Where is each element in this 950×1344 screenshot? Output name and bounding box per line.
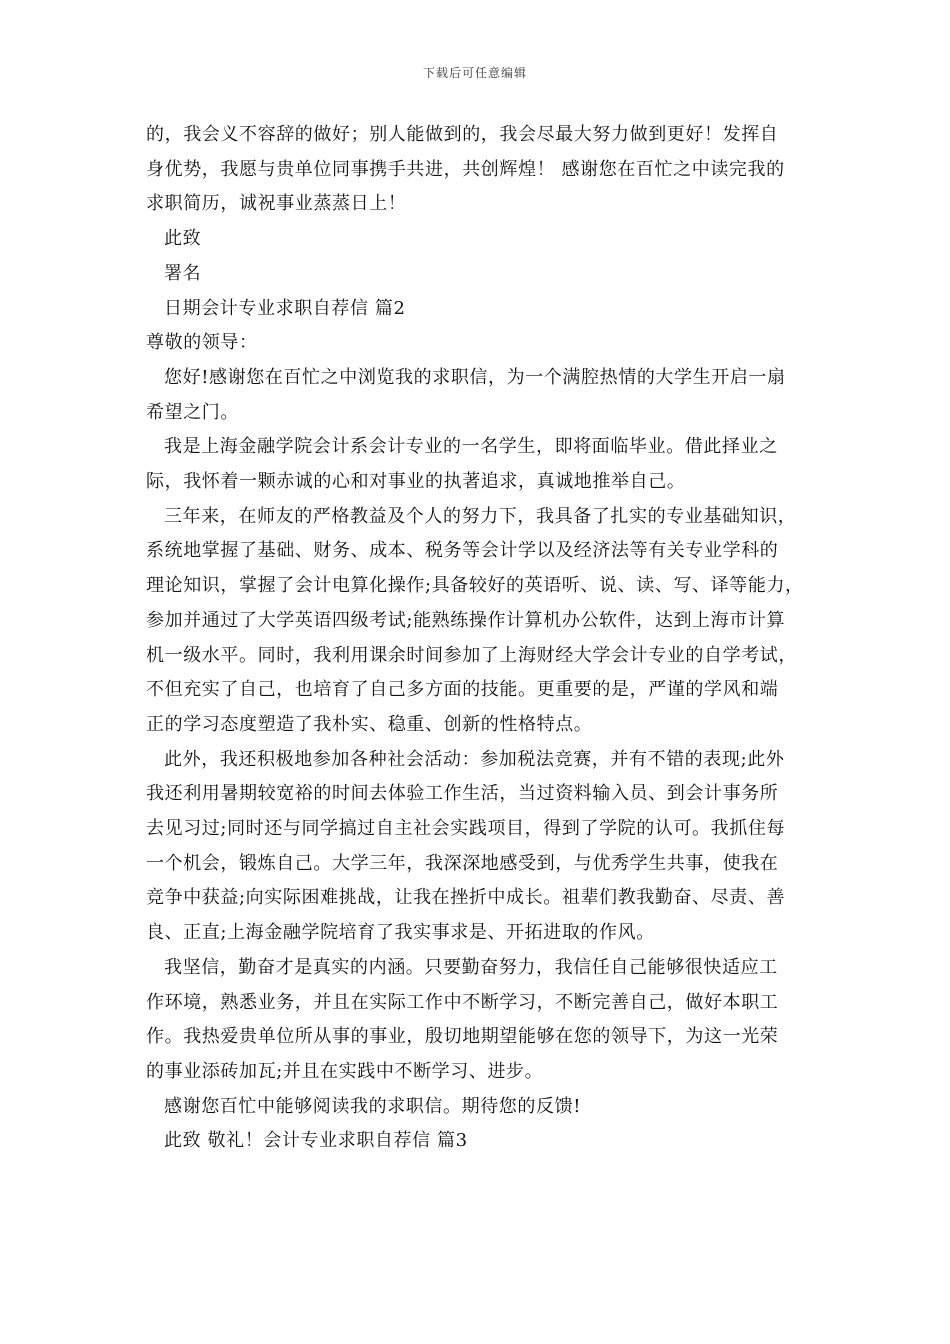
- text-line: 作环境，熟悉业务，并且在实际工作中不断学习，不断完善自己，做好本职工: [146, 991, 779, 1013]
- greeting: 尊敬的领导：: [146, 332, 258, 354]
- text-line: 不但充实了自己，也培育了自己多方面的技能。更重要的是，严谨的学风和端: [146, 679, 779, 701]
- text-line: 我还利用暑期较宽裕的时间去体验工作生活，当过资料输入员、到会计事务所: [146, 783, 779, 805]
- text-line: 您好!感谢您在百忙之中浏览我的求职信，为一个满腔热情的大学生开启一扇: [164, 366, 786, 388]
- signature-label: 署名: [164, 262, 202, 284]
- closing-salutation: 此致: [164, 228, 202, 250]
- text-line: 作。我热爱贵单位所从事的事业，殷切地期望能够在您的领导下，为这一光荣: [146, 1026, 779, 1048]
- text-line: 系统地掌握了基础、财务、成本、税务等会计学以及经济法等有关专业学科的: [146, 540, 779, 562]
- text-line: 的，我会义不容辞的做好；别人能做到的，我会尽最大努力做到更好！发挥自: [146, 124, 779, 145]
- text-line: 我是上海金融学院会计系会计专业的一名学生，即将面临毕业。借此择业之: [164, 436, 778, 458]
- section-title: 日期会计专业求职自荐信 篇2: [164, 297, 406, 319]
- text-line: 求职简历，诚祝事业蒸蒸日上！: [146, 193, 407, 215]
- text-line: 机一级水平。同时，我利用课余时间参加了上海财经大学会计专业的自学考试，: [146, 644, 797, 666]
- text-line: 良、正直;上海金融学院培育了我实事求是、开拓进取的作风。: [146, 922, 655, 944]
- text-line: 理论知识，掌握了会计电算化操作;具备较好的英语听、说、读、写、译等能力，: [146, 575, 804, 597]
- text-line: 去见习过;同时还与同学搞过自主社会实践项目，得到了学院的认可。我抓住每: [146, 818, 786, 840]
- page-header: 下载后可任意编辑: [422, 66, 527, 80]
- text-line: 竞争中获益;向实际困难挑战，让我在挫折中成长。祖辈们教我勤奋、尽责、善: [146, 887, 786, 909]
- text-line: 际，我怀着一颗赤诚的心和对事业的执著追求，真诚地推举自己。: [146, 471, 686, 493]
- text-line: 此外，我还积极地参加各种社会活动：参加税法竞赛，并有不错的表现;此外: [164, 748, 785, 770]
- text-line: 感谢您百忙中能够阅读我的求职信。期待您的反馈!: [164, 1095, 582, 1117]
- text-line: 正的学习态度塑造了我朴实、稳重、创新的性格特点。: [146, 713, 593, 735]
- section-title: 此致 敬礼！会计专业求职自荐信 篇3: [164, 1130, 468, 1152]
- text-line: 三年来，在师友的严格教益及个人的努力下，我具备了扎实的专业基础知识，: [164, 505, 797, 527]
- text-line: 参加并通过了大学英语四级考试;能熟练操作计算机办公软件，达到上海市计算: [146, 609, 786, 631]
- text-line: 一个机会，锻炼自己。大学三年，我深深地感受到，与优秀学生共事，使我在: [146, 852, 779, 874]
- text-line: 身优势，我愿与贵单位同事携手共进，共创辉煌！ 感谢您在百忙之中读完我的: [146, 158, 785, 180]
- text-line: 我坚信，勤奋才是真实的内涵。只要勤奋努力，我信任自己能够很快适应工: [164, 956, 778, 978]
- text-line: 希望之门。: [146, 401, 239, 423]
- document-body: [146, 118, 818, 1159]
- text-line: 的事业添砖加瓦;并且在实践中不断学习、进步。: [146, 1060, 544, 1082]
